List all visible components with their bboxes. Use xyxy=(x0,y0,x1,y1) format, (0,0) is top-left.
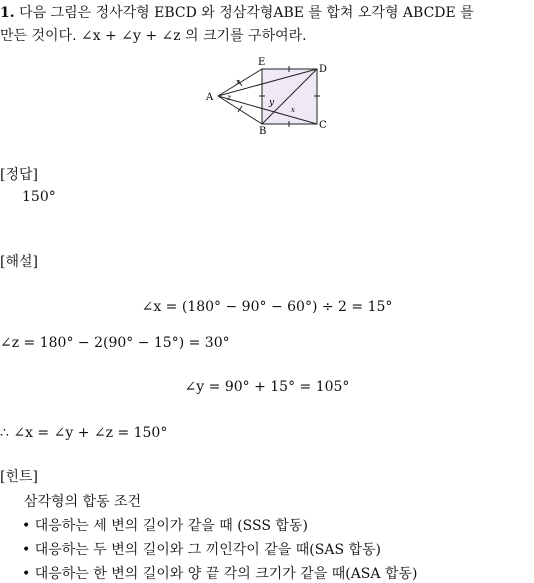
answer-title: [정답] xyxy=(0,167,38,183)
vertex-c-label: C xyxy=(319,120,327,131)
equation-sum: ∴ ∠x = ∠y + ∠z = 150° xyxy=(0,425,168,441)
angle-x-label-2: x xyxy=(291,106,295,114)
vertex-e-label: E xyxy=(258,57,266,68)
equation-x: ∠x = (180° − 90° − 60°) ÷ 2 = 15° xyxy=(141,299,393,315)
hint-item-sas: • 대응하는 두 변의 길이와 그 끼인각이 같을 때(SAS 합동) xyxy=(22,542,382,558)
hint-item-sss: • 대응하는 세 변의 길이가 같을 때 (SSS 합동) xyxy=(22,518,308,534)
vertex-a-label: A xyxy=(206,92,214,103)
answer-value: 150° xyxy=(22,189,56,205)
hint-item-asa: • 대응하는 한 변의 길이와 양 끝 각의 크기가 같을 때(ASA 합동) xyxy=(22,566,418,582)
problem-number: 1. xyxy=(0,5,15,21)
equation-z: ∠z = 180° − 2(90° − 15°) = 30° xyxy=(0,335,230,351)
problem-line-2: 만든 것이다. ∠x + ∠y + ∠z 의 크기를 구하여라. xyxy=(0,28,307,44)
pentagon-diagram xyxy=(205,56,335,136)
hint-title: [힌트] xyxy=(0,469,38,485)
vertex-d-label: D xyxy=(319,64,328,75)
explanation-title: [해설] xyxy=(0,254,38,270)
vertex-b-label: B xyxy=(259,126,267,136)
equation-y: ∠y = 90° + 15° = 105° xyxy=(184,379,350,395)
side-ab xyxy=(218,96,262,124)
angle-y-label: y xyxy=(269,98,275,108)
problem-line-1: 다음 그림은 정사각형 EBCD 와 정삼각형ABE 를 합쳐 오각형 ABCDE 를 xyxy=(19,5,474,21)
hint-subtitle: 삼각형의 합동 조건 xyxy=(24,494,142,510)
pentagon-figure xyxy=(205,56,335,136)
angle-x-label: x xyxy=(236,78,240,86)
angle-z-label: z xyxy=(227,93,232,102)
problem-statement xyxy=(0,2,532,48)
